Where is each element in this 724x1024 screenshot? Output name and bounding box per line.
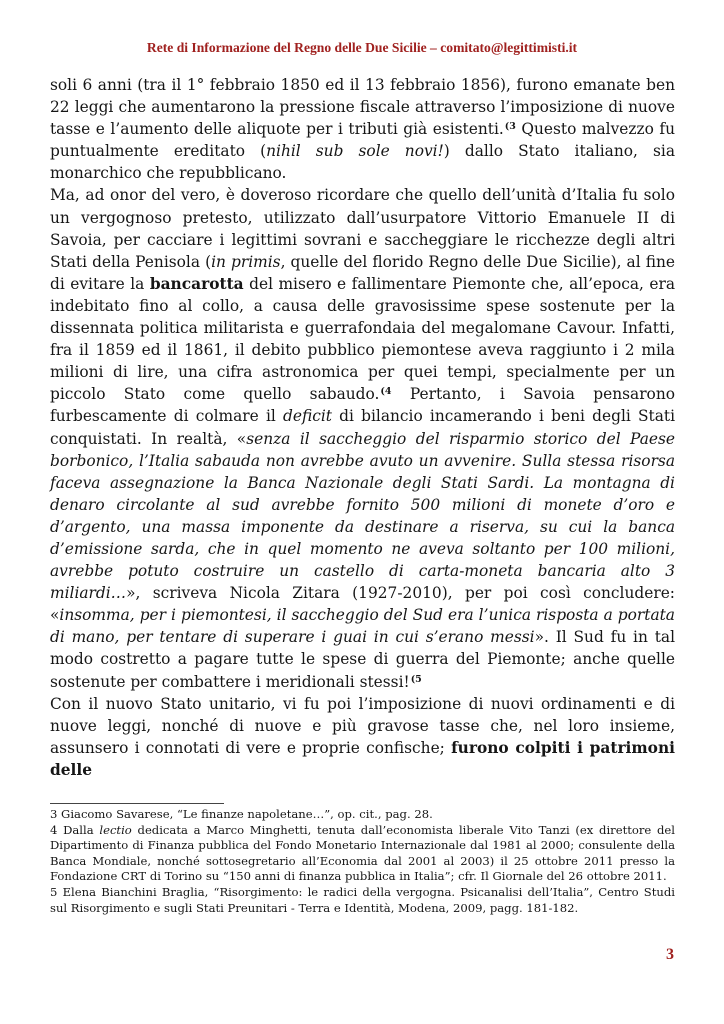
text-run: ». Il Sud fu in tal modo costretto a pagare tutte le spese di guerra del Piemonte; anche quelle sostenute per combattere i meridionali stessi! xyxy=(50,628,675,691)
text-run: ) dallo Stato italiano, sia monarchico che repubblicano. xyxy=(50,142,675,183)
footnote-3: 3 Giacomo Savarese, “Le finanze napoletane…”, op. cit., pag. 28. xyxy=(50,807,433,821)
text-run: del misero e fallimentare Piemonte che, all’epoca, era indebitato fino al collo, a causa delle gravosissime spese sostenute per la dissennata politica militarista e guerrafondaia del megalomane Cavour. Infatti, fra il 1859 ed il 1861, il debito pubblico piemontese aveva raggiunto i 2 mila milioni di lire, una cifra astronomica per quei tempi, specialmente per un piccolo Stato come quello sabaudo. xyxy=(50,274,675,404)
text-run: », scriveva Nicola Zitara (1927-2010), per poi così concludere: « xyxy=(50,584,675,625)
italic-text: lectio xyxy=(99,822,132,837)
text-run: Questo malvezzo fu puntualmente ereditato ( xyxy=(50,120,675,161)
quote-italic: insomma, per i piemontesi, il saccheggio del Sud era l’unica risposta a portata di mano, per tentare di superare i guai in cui s’erano messi xyxy=(50,606,675,647)
footnote-divider xyxy=(50,803,224,804)
text-run: Ma, ad onor del vero, è doveroso ricordare che quello dell’unità d’Italia fu solo un vergognoso pretesto, utilizzato dall’usurpatore Vittorio Emanuele II di Savoia, per cacciare i legittimi sovrani e saccheggiare le ricchezze degli altri Stati della Penisola ( xyxy=(50,186,675,271)
footnote-ref-4: (4 xyxy=(380,386,392,398)
italic-text: deficit xyxy=(283,407,332,426)
main-text xyxy=(50,74,675,781)
paragraph-2 xyxy=(50,184,675,692)
footnote-ref-3: (3 xyxy=(504,121,516,133)
text-run: , quelle del florido Regno delle Due Sicilie), al fine di evitare la xyxy=(50,252,675,293)
page-header: Rete di Informazione del Regno delle Due Sicilie – comitato@legittimisti.it xyxy=(146,40,578,55)
text-run: dedicata a Marco Minghetti, tenuta dall’economista liberale Vito Tanzi (ex direttore del Dipartimento di Finanza pubblica del Fondo Monetario Internazionale dal 1981 al 2000; consulente della Banca Mondiale, nonché sottosegretario all’Economia dal 2001 al 2003) il 25 ottobre 2011 presso la Fondazione CRT di Torino su “150 anni di finanza pubblica in Italia”; cfr. Il Giornale del 26 ottobre 2011. xyxy=(50,822,675,884)
footnote-5: 5 Elena Bianchini Braglia, “Risorgimento: le radici della vergogna. Psicanalisi dell’Italia”, Centro Studi sul Risorgimento e sugli Stati Preunitari - Terra e Identità, Modena, 2009, pagg. 181-182. xyxy=(50,884,675,915)
italic-text: in primis xyxy=(211,252,281,271)
text-run: di bilancio incamerando i beni degli Stati conquistati. In realtà, « xyxy=(50,407,675,448)
bold-text: bancarotta xyxy=(149,274,244,293)
italic-text: nihil sub sole novi! xyxy=(266,142,444,161)
paragraph-3 xyxy=(50,693,675,781)
text-run: 4 Dalla xyxy=(50,822,100,837)
paragraph-1 xyxy=(50,74,675,184)
footnote-4 xyxy=(50,823,675,885)
page-number: 3 xyxy=(666,946,674,963)
quote-italic: senza il saccheggio del risparmio storico del Paese borbonico, l’Italia sabauda non avrebbe avuto un avvenire. Sulla stessa risorsa faceva assegnazione la Banca Nazionale degli Stati Sardi. La montagna di denaro circolante al sud avrebbe fornito 500 milioni di monete d’oro e d’argento, una massa imponente da destinare a riserva, su cui la banca d’emissione sarda, che in quel momento ne aveva soltanto per 100 milioni, avrebbe potuto costruire un castello di carta-moneta bancaria alto 3 miliardi… xyxy=(50,429,675,603)
text-run: Pertanto, i Savoia pensarono furbescamente di colmare il xyxy=(50,385,675,426)
bold-text: furono colpiti i patrimoni delle xyxy=(50,738,675,779)
text-run: soli 6 anni (tra il 1° febbraio 1850 ed il 13 febbraio 1856), furono emanate ben 22 leggi che aumentarono la pressione fiscale attraverso l’imposizione di nuove tasse e l’aumento delle aliquote per i tributi già esistenti. xyxy=(50,76,675,139)
footnote-ref-5: (5 xyxy=(410,673,422,685)
footnotes xyxy=(50,807,675,916)
text-run: Con il nuovo Stato unitario, vi fu poi l’imposizione di nuovi ordinamenti e di nuove leggi, nonché di nuove e più gravose tasse che, nel loro insieme, assunsero i connotati di vere e proprie confische; xyxy=(50,694,675,757)
